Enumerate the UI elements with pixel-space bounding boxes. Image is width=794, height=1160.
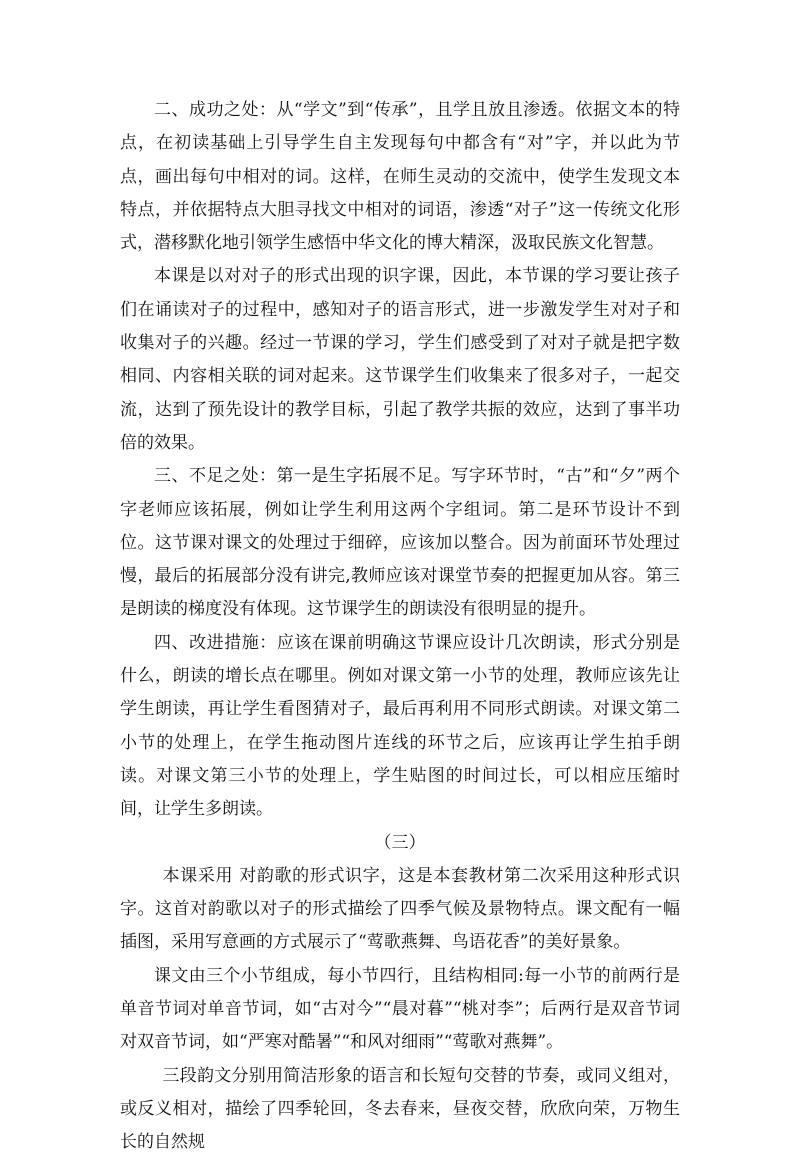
section-heading: （三） <box>374 832 426 853</box>
paragraph-success: 二、成功之处：从“学文”到“传承”，且学且放且渗透。依据文本的特点，在初读基础上引导学生自主发现每句中都含有“对”字，并以此为节点，画出每句中相对的词。这样，在师生灵动的交流中，使学生发现文本特点，并依据特点大胆寻找文中相对的词语，渗透“对子”这一传统文化形式，潜移默化地引领学生感悟中华文化的博大精深，汲取民族文化智慧。 <box>120 100 680 254</box>
document-body <box>120 94 680 1160</box>
paragraph-rhyme-intro: 本课采用 对韵歌的形式识字，这是本套教材第二次采用这种形式识字。这首对韵歌以对子的形式描绘了四季气候及景物特点。课文配有一幅插图，采用写意画的方式展示了“莺歌燕舞、鸟语花香”的美好景象。 <box>120 865 680 953</box>
paragraph-structure: 课文由三个小节组成，每小节四行，且结构相同:每一小节的前两行是单音节词对单音节词，如“古对今”“晨对暮”“桃对李”；后两行是双音节词对双音节词，如“严寒对酷暑”“和风对细雨”“莺歌对燕舞”。 <box>120 965 680 1053</box>
paragraph-improvements: 四、改进措施：应该在课前明确这节课应设计几次朗读，形式分别是什么，朗读的增长点在哪里。例如对课文第一小节的处理，教师应该先让学生朗读，再让学生看图猜对子，最后再利用不同形式朗读。对课文第二小节的处理上，在学生拖动图片连线的环节之后，应该再让学生拍手朗读。对课文第三小节的处理上，学生贴图的时间过长，可以相应压缩时间，让学生多朗读。 <box>120 632 680 820</box>
paragraph-lesson-form: 本课是以对对子的形式出现的识字课，因此，本节课的学习要让孩子们在诵读对子的过程中，感知对子的语言形式，进一步激发学生对对子和收集对子的兴趣。经过一节课的学习，学生们感受到了对对子就是把字数相同、内容相关联的词对起来。这节课学生们收集来了很多对子，一起交流，达到了预先设计的教学目标，引起了教学共振的效应，达到了事半功倍的效果。 <box>120 266 680 453</box>
paragraph-shortcomings: 三、不足之处：第一是生字拓展不足。写字环节时，“古”和“夕”两个字老师应该拓展，例如让学生利用这两个字组词。第二是环节设计不到位。这节课对课文的处理过于细碎，应该加以整合。因为前面环节处理过慢，最后的拓展部分没有讲完,教师应该对课堂节奏的把握更加从容。第三是朗读的梯度没有体现。这节课学生的朗读没有很明显的提升。 <box>120 466 680 620</box>
paragraph-three-sections: 三段韵文分别用简洁形象的语言和长短句交替的节奏，或同义组对，或反义相对，描绘了四季轮回，冬去春来，昼夜交替，欣欣向荣，万物生长的自然规 <box>120 1065 680 1153</box>
